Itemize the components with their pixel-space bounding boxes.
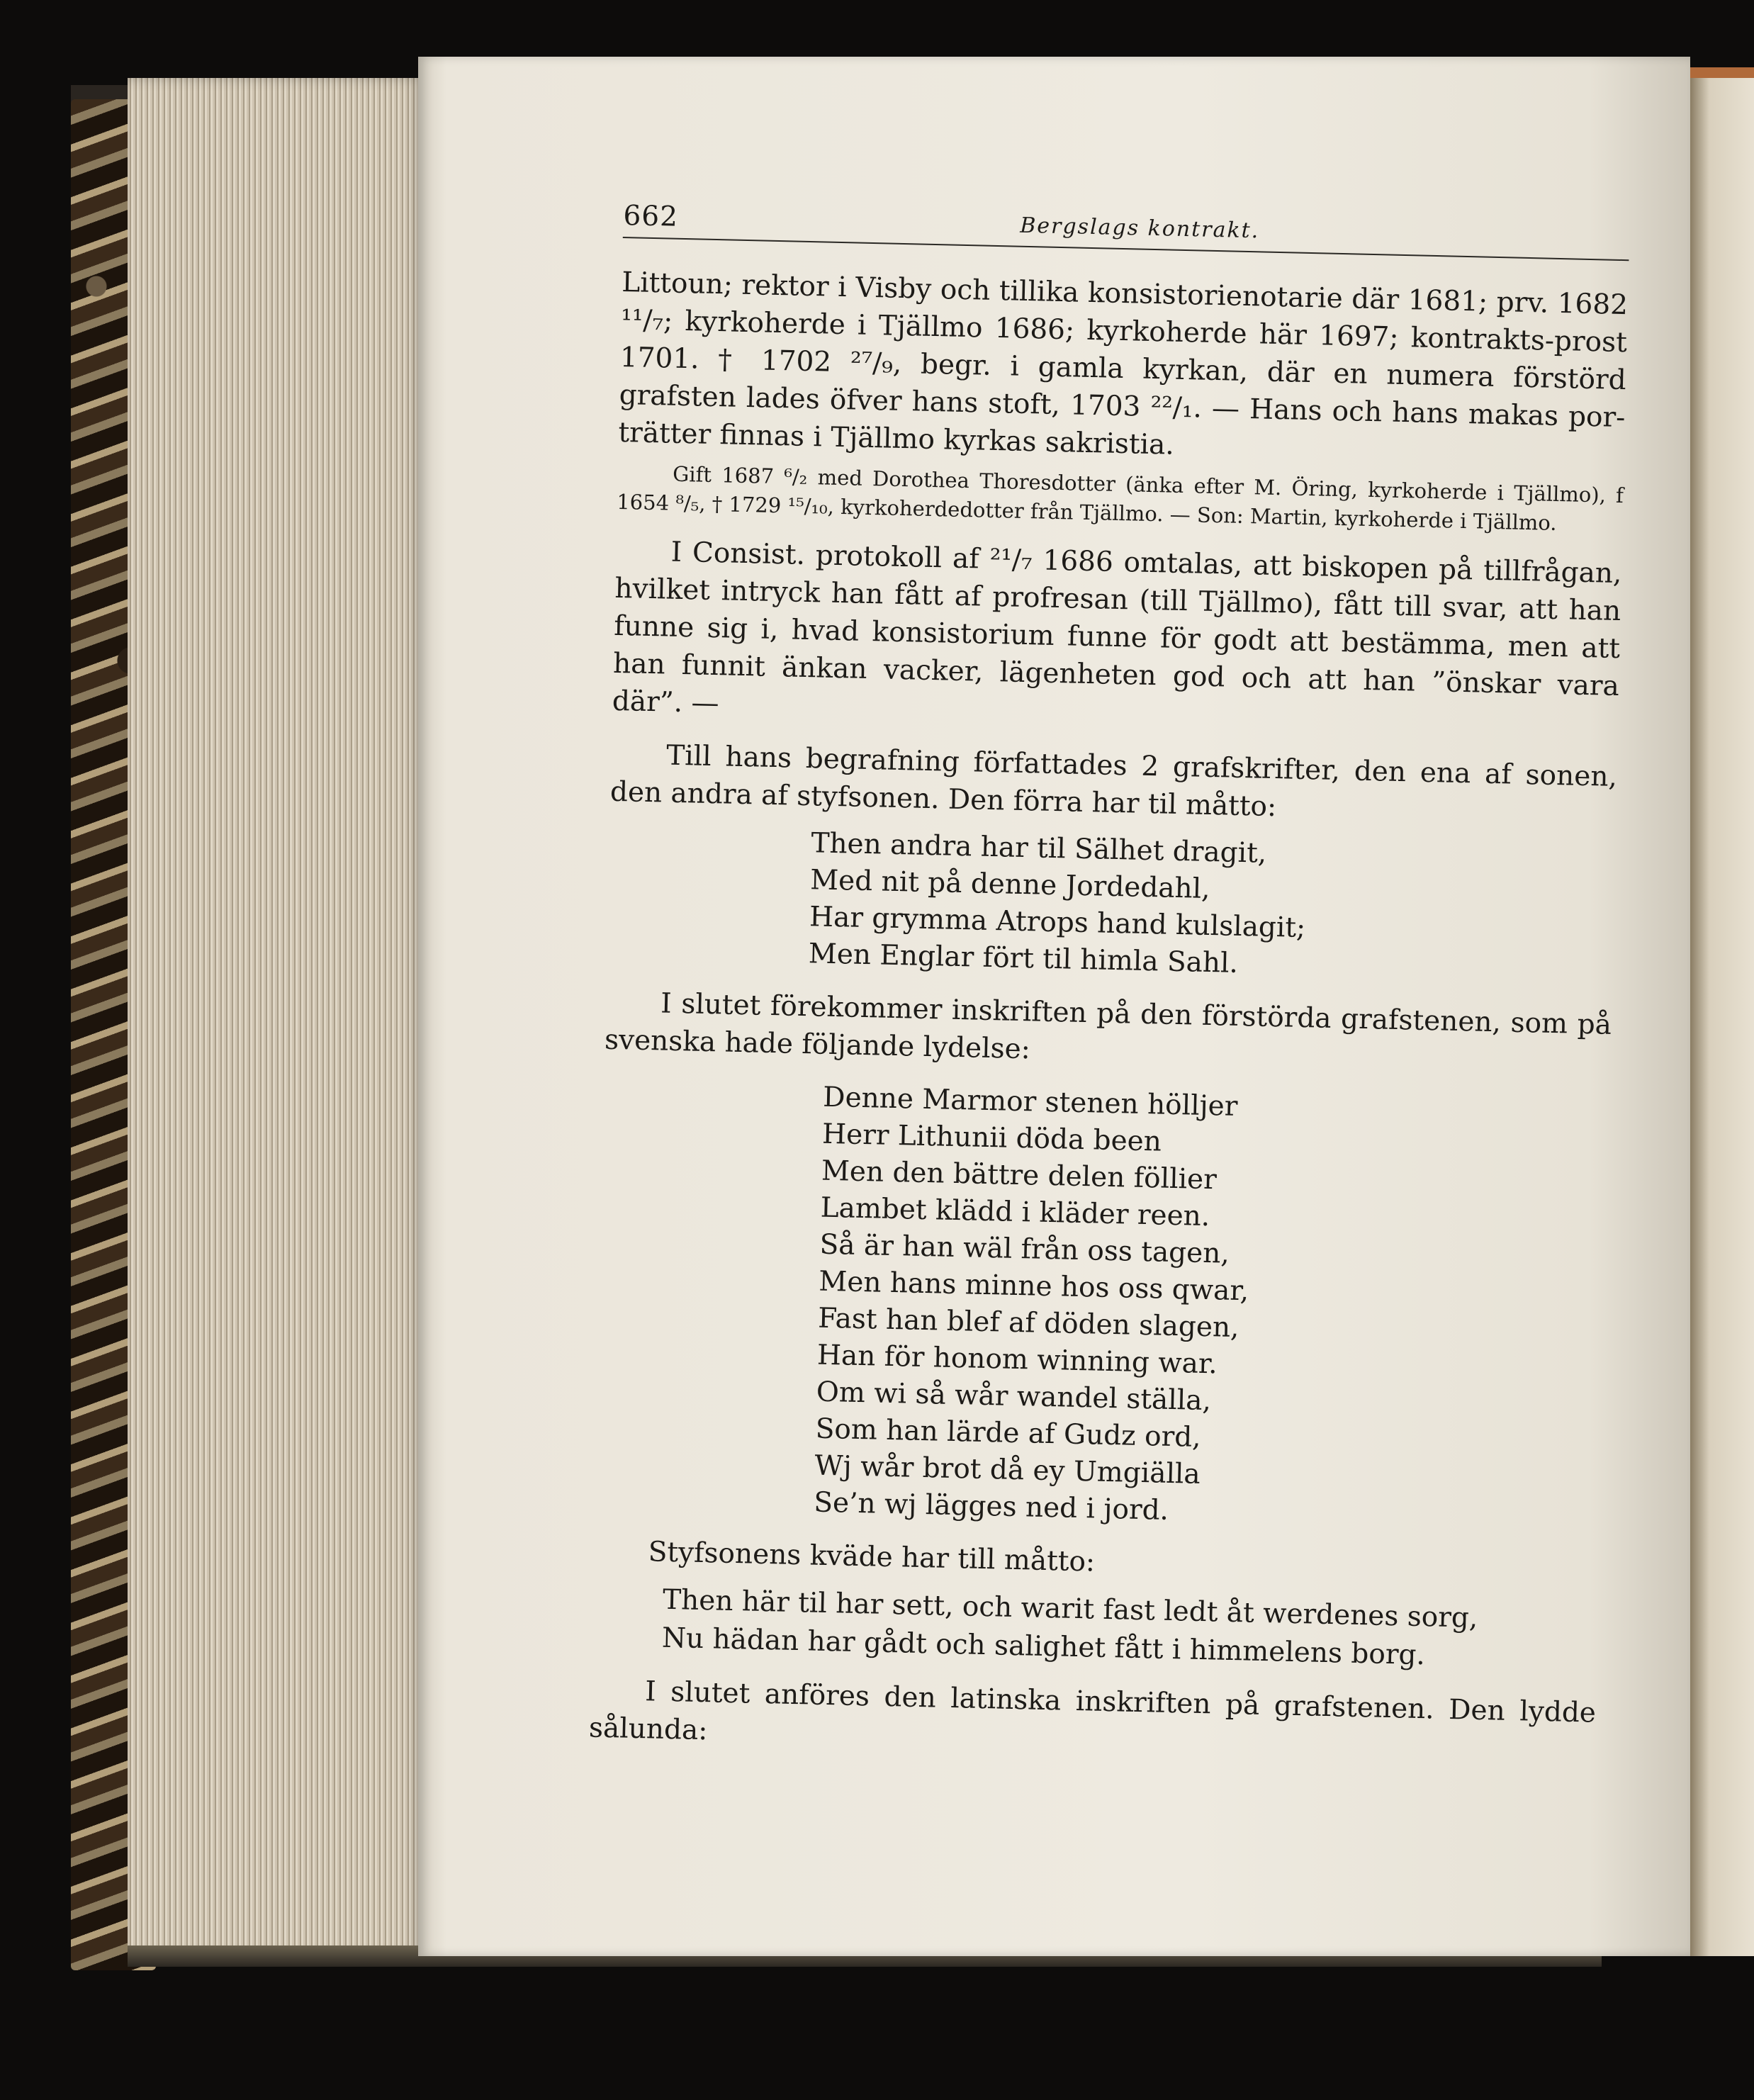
poem-line: Se’n wj lägges ned i jord. xyxy=(813,1486,1169,1527)
paragraph-inscription-intro: I slutet förekommer inskriften på den förstörda grafstenen, som på svenska hade följande lydelse: xyxy=(604,987,1612,1066)
poem-line: Om wi så wår wandel ställa, xyxy=(816,1376,1212,1417)
stepson-motto xyxy=(661,1581,1598,1679)
paragraph-marriage-note: Gift 1687 ⁶/₂ med Dorothea Thoresdotter (änka efter M. Öring, kyrkoherde i Tjällmo), f 1654 ⁸/₅, † 1729 ¹⁵/₁₀, kyrkoherdedotter från Tjällmo. — Son: Martin, kyrkoherde i Tjällmo. xyxy=(616,461,1624,535)
poem-line: Men hans minne hos oss qwar, xyxy=(818,1265,1249,1308)
poem-sons-epitaph xyxy=(808,825,1615,991)
poem-line: Then andra har til Sälhet dragit, xyxy=(810,827,1267,870)
running-head: Bergslags kontrakt. xyxy=(1019,213,1260,244)
poem-line: Men den bättre delen föllier xyxy=(821,1155,1218,1196)
page-number: 662 xyxy=(622,200,679,233)
poem-line: Wj wår brot då ey Umgiälla xyxy=(814,1449,1201,1490)
page-edges xyxy=(128,78,425,1956)
poem-line: Men Englar fört til himla Sahl. xyxy=(808,938,1239,979)
poem-line: Lambet klädd i kläder reen. xyxy=(820,1191,1210,1233)
paragraph-biography: Littoun; rektor i Visby och tillika konsistorienotarie där 1681; prv. 1682 ¹¹/₇; kyrkoherde i Tjällmo 1686; kyrkoherde här 1697; kontrakts-prost 1701. † 1702 ²⁷/₉, begr. i gamla kyrkan, där en numera förstörd grafsten lades öfver hans stoft, 1703 ²²/₁. — Hans och hans makas por-trätter finnas i Tjällmo kyrkas sakristia. xyxy=(618,266,1629,461)
right-page-sliver xyxy=(1690,78,1754,1956)
page-body xyxy=(588,264,1628,1770)
paragraph-latin-inscription: I slutet anföres den latinska inskriften på grafstenen. Den lydde sålunda: xyxy=(588,1675,1597,1747)
motto-line: Then här til har sett, och warit fast ledt åt werdenes sorg, xyxy=(662,1583,1478,1634)
poem-line: Har grymma Atrops hand kulslagit; xyxy=(809,901,1306,945)
poem-line: Som han lärde af Gudz ord, xyxy=(815,1413,1202,1454)
poem-gravestone-inscription xyxy=(814,1079,1610,1539)
poem-line: Denne Marmor stenen hölljer xyxy=(822,1081,1238,1123)
motto-line: Nu hädan har gådt och salighet fått i himmelens borg. xyxy=(661,1622,1426,1672)
paragraph-epitaphs: Till hans begrafning författades 2 grafskrifter, den ena af sonen, den andra af styfsonen. Den förra har til måtto: xyxy=(609,739,1618,824)
poem-line: Fast han blef af döden slagen, xyxy=(817,1302,1239,1344)
poem-line: Så är han wäl från oss tagen, xyxy=(819,1228,1230,1270)
poem-line: Han för honom winning war. xyxy=(816,1339,1218,1381)
paragraph-consistory: I Consist. protokoll af ²¹/₇ 1686 omtalas, att biskopen på tillfrågan, hvilket intryck han fått af profresan (till Tjällmo), fått till svar, att han funne sig i, hvad konsistorium funne för godt att bestämma, men att han funnit änkan vacker, lägenheten god och att han ”önskar vara där”. — xyxy=(612,536,1622,720)
poem-line: Med nit på denne Jordedahl, xyxy=(809,864,1211,906)
paragraph-stepson-motto-intro: Styfsonens kväde har till måtto: xyxy=(648,1536,1096,1578)
page-content xyxy=(586,200,1630,1881)
poem-line: Herr Lithunii döda been xyxy=(821,1118,1162,1158)
